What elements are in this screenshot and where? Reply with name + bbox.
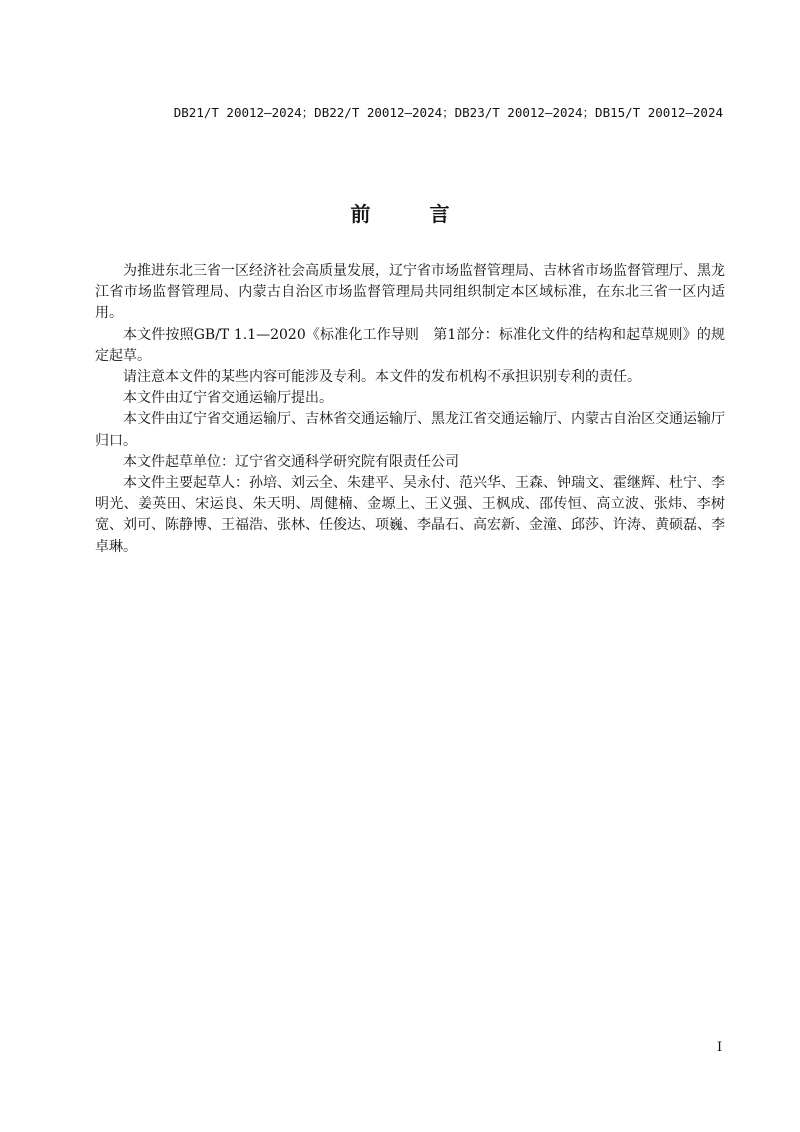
paragraph-proposer: 本文件由辽宁省交通运输厅提出。 [123,390,333,407]
paragraph-patent-notice: 请注意本文件的某些内容可能涉及专利。本文件的发布机构不承担识别专利的责任。 [123,369,641,386]
paragraph-purpose: 为推进东北三省一区经济社会高质量发展，辽宁省市场监督管理局、吉林省市场监督管理厅、黑龙江省市场监督管理局、内蒙古自治区市场监督管理局共同组织制定本区域标准，在东北三省一区内适用。 [95,263,725,322]
paragraph-drafting-unit: 本文件起草单位：辽宁省交通科学研究院有限责任公司 [123,453,459,470]
page-title: 前 言 [350,202,476,226]
page-number: I [717,1040,723,1055]
standard-number-header: DB21/T 20012—2024；DB22/T 20012—2024；DB23/T 20012—2024；DB15/T 20012—2024 [173,105,723,120]
foreword-body [95,261,725,558]
paragraph-drafters: 本文件主要起草人：孙培、刘云全、朱建平、吴永付、范兴华、王森、钟瑞文、霍继辉、杜宁、李明光、姜英田、宋运良、朱天明、周健楠、金塬上、王义强、王枫成、邵传恒、高立波、张炜、李树宽、刘可、陈静博、王福浩、张林、任俊达、项巍、李晶石、高宏新、金潼、邱莎、许涛、黄硕磊、李卓琳。 [95,475,725,555]
paragraph-drafting-rules: 本文件按照GB/T 1.1—2020《标准化工作导则 第1部分：标准化文件的结构和起草规则》的规定起草。 [95,326,725,364]
paragraph-administrator: 本文件由辽宁省交通运输厅、吉林省交通运输厅、黑龙江省交通运输厅、内蒙古自治区交通运输厅归口。 [95,411,725,449]
